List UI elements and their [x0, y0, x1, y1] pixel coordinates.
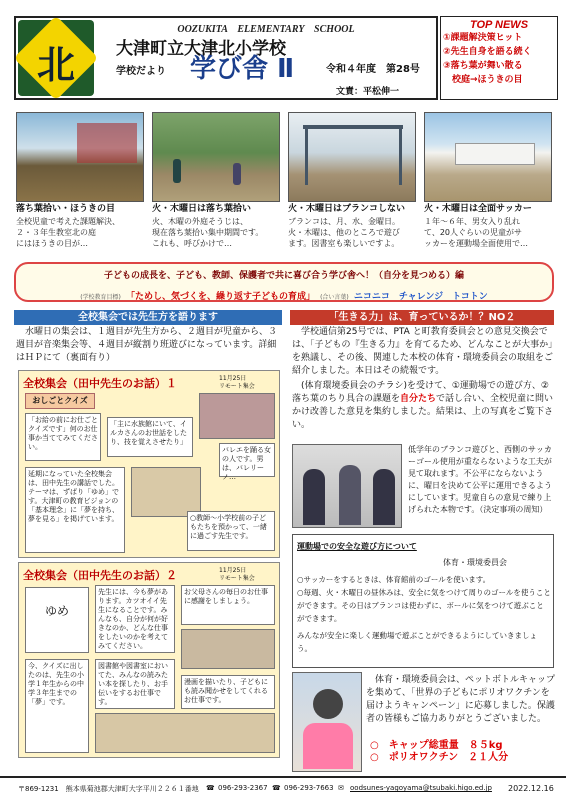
- footer-address: 〒869-1231 熊本県菊池郡大津町大字平川２２６１番地: [18, 785, 199, 793]
- goal-label: (学校教育目標): [80, 294, 121, 301]
- logo-glyph: 北: [36, 43, 75, 87]
- photo-text-line: ２・３年生教室北の庭: [16, 228, 96, 237]
- photo-caption: 火・木曜日は全面サッカー: [424, 204, 532, 214]
- safety-flyer: [292, 534, 554, 668]
- photo-text-line: ます。図書室も楽しいですよ。: [288, 239, 400, 248]
- cap-campaign-text: 体育・環境委員会は、ペットボトルキャップを集めて、「世界の子どもにポリオワクチンを届けようキャンペーン」に応募しました。保護者の皆様もご協力ありがとうございました。: [366, 675, 556, 724]
- assembly-intro: 水曜日の集会は、１週目が先生方から、２週目が児童から、３週目が音楽集会等、４週目が縦割り班遊びになっています。詳細はＨＰにて（裏面有り）: [16, 327, 278, 363]
- poster-note: 「主に水族館にいて、イルカさんのお世話をしたり、技を覚えさせたり」: [107, 417, 193, 457]
- dream-sign: ゆめ: [25, 587, 89, 653]
- poster-photo: [181, 629, 275, 669]
- poster-note: 図書館や図書室においてた、みんなの読みたい本を探したり、お手伝いをするお仕事です。: [95, 659, 175, 709]
- newsletter-title: 学び舎 Ⅱ: [190, 54, 295, 84]
- school-name-jp: 大津町立大津北小学校: [116, 39, 286, 59]
- top-news-item: 校庭→ほうきの目: [443, 75, 523, 85]
- poster-title: 全校集会（田中先生のお話）１: [23, 377, 177, 390]
- report-text: (体育環境委員会のチラシ)を受けて、①運動場での遊び方、②落ち葉のちり具合の課題を: [292, 381, 549, 404]
- photo-text-line: ブランコは、月、水、金曜日。: [288, 217, 400, 226]
- poster-photo: [95, 713, 275, 753]
- top-news-item: ①課題解決策ヒット: [443, 33, 523, 43]
- poster-photo: [131, 467, 201, 517]
- masthead: [14, 16, 438, 100]
- phone-icon: ☎: [206, 784, 215, 792]
- poster-note: 延期になっていた全校集会は、田中先生の講話でした。テーマは、ずばり「ゆめ」です。大津町の教育ビジョンの「基本理念」に「夢を持ち、夢を見る」を掲げています。: [25, 467, 125, 553]
- photo-soccer: [424, 112, 552, 202]
- newsletter-label: 学校だより: [116, 66, 166, 77]
- report-text: で話し合い、全校児童に問いかけ改善した意見を集約しました。結果は、上の写真をご覧下さい。: [292, 394, 554, 430]
- poster-note: 漫画を描いたり、子どもにも読み聞かせをしてくれるお仕事です。: [181, 675, 275, 709]
- poster-date: 11月25日: [219, 567, 247, 574]
- photo-swing: [288, 112, 416, 202]
- school-goal-banner: [14, 262, 554, 302]
- result-line: ○ ポリオワクチン ２１人分: [370, 752, 509, 763]
- fax-icon: ☎: [272, 784, 281, 792]
- photo-leaf-pickup: [16, 112, 144, 202]
- poster-title: 全校集会（田中先生のお話）２: [23, 569, 177, 582]
- issue-number: 令和４年度 第28号: [326, 64, 420, 75]
- poster-date: 11月25日: [219, 375, 247, 382]
- poster-note: 先生には、今も夢があります。カツオイイ先生になることです。みんなも、自分が何が好きなのか、どんな仕事をしたいのかを考えてみてください。: [95, 585, 175, 653]
- footer: [0, 776, 566, 800]
- photo-text-line: 現在落ち葉拾い集中期間です。: [152, 228, 264, 237]
- committee-photo: [292, 444, 402, 528]
- flyer-title: 運動場での安全な遊び方について: [297, 542, 417, 551]
- footer-fax: 096-293-7663: [284, 784, 334, 792]
- report-para: [292, 380, 554, 432]
- top-news-item: ②先生自身を語る続く: [443, 47, 532, 57]
- poster-mode: リモート集会: [219, 575, 255, 582]
- poster-note: 「お給の前にお仕ごとクイズです」何のお仕事か当ててみてください。: [25, 413, 101, 461]
- school-motto: ニコニコ チャレンジ トコトン: [353, 292, 488, 302]
- photo-caption: 火・木曜日はブランコしない: [288, 204, 406, 214]
- photo-text-line: 火、木曜の外庭そうじは、: [152, 217, 248, 226]
- flyer-line: みんなが安全に楽しく運動場で遊ぶことができるようにしていきましょう。: [297, 631, 537, 653]
- section-bar: 「生きる力」は、育っているか！？NO２: [290, 310, 554, 325]
- photo-text-line: 全校児童で考えた課題解決、: [16, 217, 120, 226]
- poster-note: 今、クイズに出したのは、先生の小学１年生からの中学３年生までの「夢」です。: [25, 659, 89, 753]
- assembly-poster-2: [18, 562, 280, 758]
- photo-text: [288, 216, 420, 249]
- photo-text-line: て、20人ぐらいの児童がサ: [424, 228, 523, 237]
- footer-date: 2022.12.16: [508, 784, 554, 793]
- poster-tag: おしごとクイズ: [25, 393, 95, 409]
- mail-icon: ✉: [338, 784, 344, 792]
- photo-text: [424, 216, 556, 249]
- assembly-poster-1: [18, 370, 280, 558]
- top-news-heading: TOP NEWS: [469, 19, 529, 31]
- poster-photo: [199, 393, 275, 439]
- footer-email[interactable]: oodsunes-yagoyama@tsubaki.higo.ed.jp: [350, 784, 492, 792]
- flyer-line: ○サッカーをするときは、体育館前のゴールを使います。: [297, 575, 491, 584]
- photo-caption: 火・木曜日は落ち葉拾い: [152, 204, 252, 214]
- top-news-box: [440, 16, 558, 100]
- photo-leaf-cleaning: [152, 112, 280, 202]
- committee-note: 低学年のブランコ遊びと、西側のサッカーゴール使用が重ならないような工夫が見て取れます。不公平にならないように、曜日を決めて公平に運用できるようにしています。児童自らの意見で練り上げられた本物です。（決定事項の周知）: [408, 445, 552, 514]
- report-para: 学校通信第25号では、PTA と町教育委員会との意見交換会では、「子どもの『生きる力』を育てるため、どんなことが大事か」を熟議し、その後、関連した本校の体育・環境委員会の取組をご紹介しました。本日はその続報です。: [292, 327, 554, 376]
- photo-text-line: にはほうきの目が…: [16, 239, 88, 248]
- photo-text: [152, 216, 284, 249]
- photo-text-line: ッカーを運動場全面使用で…: [424, 239, 528, 248]
- photo-caption: 落ち葉拾い・ほうきの目: [16, 204, 116, 214]
- photo-text-line: これも、呼びかけで…: [152, 239, 232, 248]
- poster-mode: リモート集会: [219, 383, 255, 390]
- top-news-item: ③落ち葉が舞い散る: [443, 61, 523, 71]
- poster-note: バレエを踊る女の人です。男は、バレリーノ…: [219, 443, 275, 477]
- motto-label: (合い言葉): [320, 294, 349, 301]
- footer-tel: 096-293-2367: [218, 784, 268, 792]
- photo-text: [16, 216, 148, 249]
- photo-text-line: 火・木曜は、他のところで遊び: [288, 228, 400, 237]
- school-goal: 「ためし、気づくを、繰り返す子どもの育成」: [125, 292, 315, 302]
- section-bar: 全校集会では先生方を語ります: [14, 310, 282, 325]
- highlight-text: 自分たち: [400, 394, 437, 404]
- flyer-committee: 体育・環境委員会: [443, 558, 507, 567]
- flyer-line: ○毎週、火・木曜日の昼休みは、安全に気をつけて周りのゴールを使うことができます。その日はブランコは使わずに、ボールに気をつけて遊ぶことができます。: [297, 588, 551, 623]
- author-line: 文責：平松伸一: [336, 87, 400, 97]
- result-line: ○ キャップ総重量 ８５kg: [370, 740, 503, 751]
- slogan-line: 子どもの成長を、子ども、教師、保護者で共に喜び合う学び舎へ！（自分を見つめる）編: [103, 271, 464, 281]
- poster-note: お父母さんの毎日のお仕事に感謝をしましょう。: [181, 585, 275, 625]
- student-photo: [292, 672, 362, 772]
- school-name-en: OOZUKITA ELEMENTARY SCHOOL: [177, 24, 355, 35]
- photo-text-line: １年〜６年、男女入り乱れ: [424, 217, 520, 226]
- poster-note: ○教師〜小学校前の子どもたちを預かって、一緒に過ごす先生です。: [187, 511, 275, 551]
